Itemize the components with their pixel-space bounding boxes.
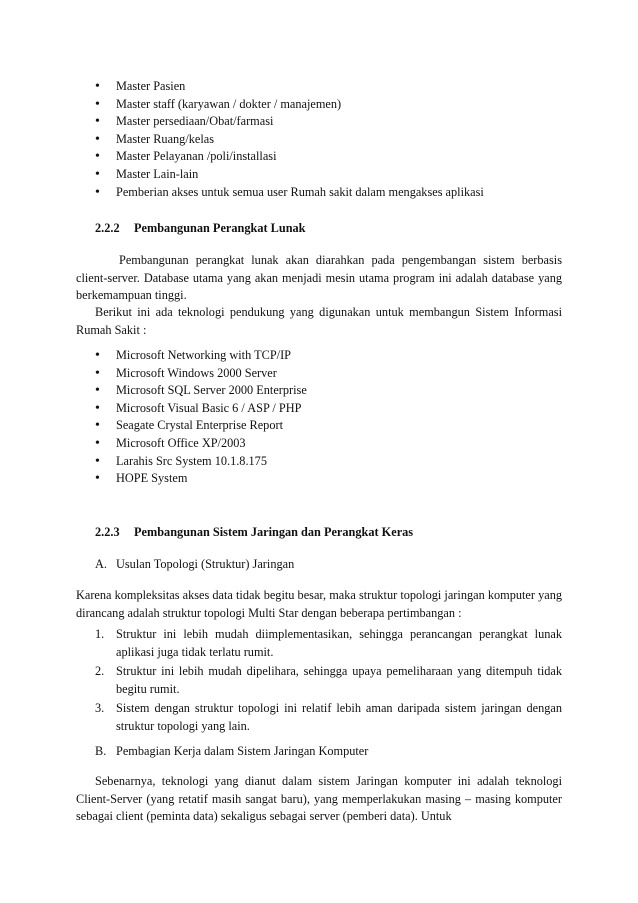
list-item: • Microsoft Windows 2000 Server [0, 365, 307, 383]
list-number: 2. [95, 664, 105, 679]
paragraph-text: Pembangunan perangkat lunak akan diarahkan pada pengembangan sistem berbasis client-server. Database utama yang akan menjadi mesin utama program ini adalah database yang berkemampuan tinggi. [76, 253, 562, 303]
subheading-label: A. [95, 557, 107, 571]
paragraph-software-development [76, 252, 562, 305]
section-title: Pembangunan Sistem Jaringan dan Perangkat Keras [134, 525, 414, 539]
subheading-a [95, 556, 294, 574]
section-number: 2.2.3 [95, 525, 120, 539]
section-heading-2-2-3 [95, 524, 413, 542]
list-item: • Pemberian akses untuk semua user Rumah sakit dalam mengakses aplikasi [0, 184, 484, 202]
list-text: Struktur ini lebih mudah diimplementasikan, sehingga perancangan perangkat lunak aplikasi juga tidak terlatu rumit. [116, 627, 562, 659]
bullet-list-master-data [0, 78, 484, 201]
list-item: • Master staff (karyawan / dokter / manajemen) [0, 96, 484, 114]
list-item [0, 700, 562, 735]
numbered-list-considerations [0, 626, 562, 738]
list-item: • Microsoft Office XP/2003 [0, 435, 307, 453]
paragraph-topology [76, 587, 562, 622]
list-item: • Microsoft Visual Basic 6 / ASP / PHP [0, 400, 307, 418]
list-number: 3. [95, 701, 105, 716]
list-number: 1. [95, 627, 105, 641]
section-number: 2.2.2 [95, 221, 120, 235]
list-text: Sistem dengan struktur topologi ini relatif lebih aman daripada sistem jaringan dengan struktur topologi yang lain. [116, 701, 562, 733]
list-item: • Master persediaan/Obat/farmasi [0, 113, 484, 131]
section-heading-2-2-2 [95, 220, 306, 238]
list-text: Struktur ini lebih mudah dipelihara, sehingga upaya pemeliharaan yang ditempuh tidak begitu rumit. [116, 664, 562, 696]
list-item: • HOPE System [0, 470, 307, 488]
list-item: • Master Ruang/kelas [0, 131, 484, 149]
paragraph-client-server [76, 773, 562, 826]
paragraph-text: Karena kompleksitas akses data tidak begitu besar, maka struktur topologi jaringan komputer yang dirancang adalah struktur topologi Multi Star dengan beberapa pertimbangan : [76, 588, 562, 620]
list-item: • Microsoft Networking with TCP/IP [0, 347, 307, 365]
list-item [0, 626, 562, 661]
bullet-list-technology [0, 347, 307, 488]
paragraph-text: Sebenarnya, teknologi yang dianut dalam sistem Jaringan komputer ini adalah teknologi Client-Server (yang retatif masih sangat baru), yang memperlakukan masing – masing komputer sebagai client (peminta data) sekaligus sebagai server (pemberi data). Untuk [76, 774, 562, 824]
section-title: Pembangunan Perangkat Lunak [134, 221, 306, 235]
list-item: • Seagate Crystal Enterprise Report [0, 417, 307, 435]
subheading-label: B. [95, 744, 107, 758]
list-item: • Larahis Src System 10.1.8.175 [0, 453, 307, 471]
paragraph-text: Berikut ini ada teknologi pendukung yang digunakan untuk membangun Sistem Informasi Rumah Sakit : [76, 305, 562, 337]
list-item: • Master Lain-lain [0, 166, 484, 184]
paragraph-supporting-technology [76, 304, 562, 339]
list-item: • Master Pasien [0, 78, 484, 96]
list-item: • Microsoft SQL Server 2000 Enterprise [0, 382, 307, 400]
subheading-b [95, 743, 368, 761]
subheading-text: Pembagian Kerja dalam Sistem Jaringan Komputer [116, 744, 369, 758]
list-item: • Master Pelayanan /poli/installasi [0, 148, 484, 166]
subheading-text: Usulan Topologi (Struktur) Jaringan [116, 557, 295, 571]
list-item [0, 663, 562, 698]
